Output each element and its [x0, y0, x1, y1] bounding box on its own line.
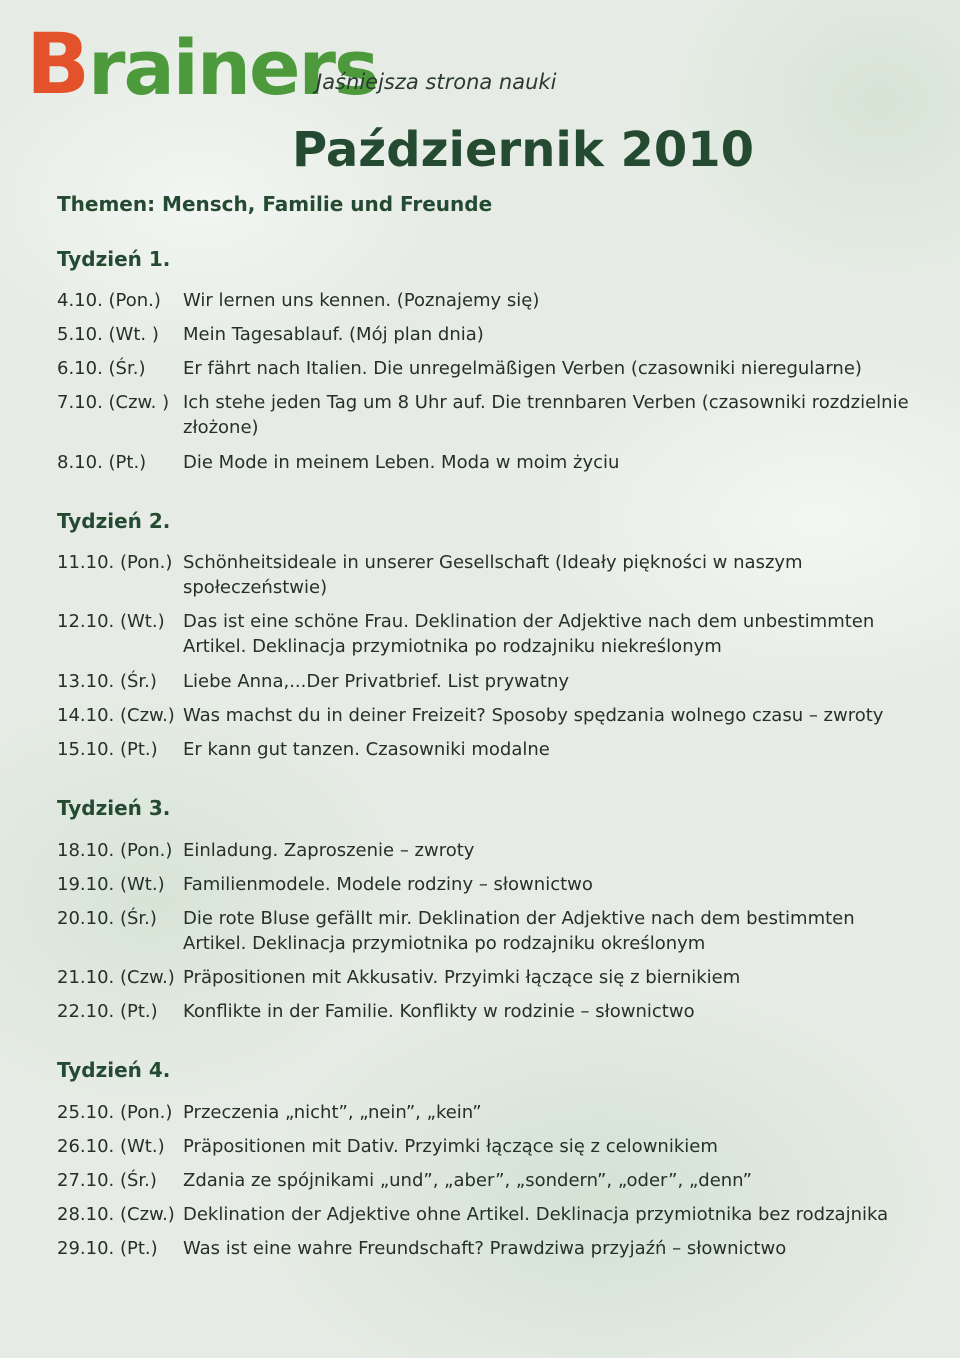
row-date: 28.10. (Czw.) — [57, 1204, 175, 1225]
row-topic: Deklination der Adjektive ohne Artikel. Deklinacja przymiotnika bez rodzajnika — [183, 1204, 889, 1225]
row-date: 11.10. (Pon.) — [57, 552, 173, 573]
theme-heading: Themen: Mensch, Familie und Freunde — [57, 192, 493, 216]
row-date: 12.10. (Wt.) — [57, 611, 165, 632]
row-topic: Er fährt nach Italien. Die unregelmäßigen Verben (czasowniki nieregularne) — [183, 358, 862, 379]
row-date: 6.10. (Śr.) — [57, 358, 146, 379]
row-topic: Wir lernen uns kennen. (Poznajemy się) — [183, 290, 540, 311]
row-topic: Er kann gut tanzen. Czasowniki modalne — [183, 739, 550, 760]
row-date: 19.10. (Wt.) — [57, 874, 165, 895]
row-topic: Mein Tagesablauf. (Mój plan dnia) — [183, 324, 484, 345]
row-date: 18.10. (Pon.) — [57, 840, 173, 861]
row-topic: Die Mode in meinem Leben. Moda w moim życiu — [183, 452, 620, 473]
logo-letters: rainers — [88, 23, 378, 112]
row-topic: Die rote Bluse gefällt mir. Deklination der Adjektive nach dem bestimmten Artikel. Deklinacja przymiotnika po rodzajniku określonym — [183, 908, 855, 954]
week-3-heading: Tydzień 3. — [57, 796, 171, 820]
logo-letter-b: B — [26, 15, 89, 113]
row-topic: Ich stehe jeden Tag um 8 Uhr auf. Die trennbaren Verben (czasowniki rozdzielnie złożone) — [183, 392, 909, 438]
row-date: 21.10. (Czw.) — [57, 967, 175, 988]
row-topic: Familienmodele. Modele rodziny – słownictwo — [183, 874, 593, 895]
row-topic: Was ist eine wahre Freundschaft? Prawdziwa przyjaźń – słownictwo — [183, 1238, 787, 1259]
row-date: 4.10. (Pon.) — [57, 290, 161, 311]
row-date: 29.10. (Pt.) — [57, 1238, 158, 1259]
row-topic: Schönheitsideale in unserer Gesellschaft (Ideały piękności w naszym społeczeństwie) — [183, 552, 803, 598]
row-date: 13.10. (Śr.) — [57, 671, 157, 692]
row-date: 5.10. (Wt. ) — [57, 324, 159, 345]
row-topic: Konflikte in der Familie. Konflikty w rodzinie – słownictwo — [183, 1001, 695, 1022]
row-date: 25.10. (Pon.) — [57, 1102, 173, 1123]
tagline: Jaśniejsza strona nauki — [316, 70, 557, 94]
row-topic: Einladung. Zaproszenie – zwroty — [183, 840, 475, 861]
row-topic: Präpositionen mit Akkusativ. Przyimki łączące się z biernikiem — [183, 967, 741, 988]
row-topic: Przeczenia „nicht”, „nein”, „kein” — [183, 1102, 482, 1123]
week-2-heading: Tydzień 2. — [57, 509, 171, 533]
row-date: 27.10. (Śr.) — [57, 1170, 157, 1191]
row-date: 20.10. (Śr.) — [57, 908, 157, 929]
page-title: Październik 2010 — [292, 122, 755, 178]
row-topic: Liebe Anna,...Der Privatbrief. List prywatny — [183, 671, 570, 692]
row-date: 7.10. (Czw. ) — [57, 392, 170, 413]
row-date: 22.10. (Pt.) — [57, 1001, 158, 1022]
row-date: 26.10. (Wt.) — [57, 1136, 165, 1157]
row-topic: Zdania ze spójnikami „und”, „aber”, „sondern”, „oder”, „denn” — [183, 1170, 752, 1191]
row-date: 8.10. (Pt.) — [57, 452, 147, 473]
row-topic: Das ist eine schöne Frau. Deklination der Adjektive nach dem unbestimmten Artikel. Deklinacja przymiotnika po rodzajniku niekreślonym — [183, 611, 875, 657]
row-date: 15.10. (Pt.) — [57, 739, 158, 760]
row-date: 14.10. (Czw.) — [57, 705, 175, 726]
week-1-heading: Tydzień 1. — [57, 247, 171, 271]
row-topic: Präpositionen mit Dativ. Przyimki łączące się z celownikiem — [183, 1136, 718, 1157]
week-4-heading: Tydzień 4. — [57, 1058, 171, 1082]
row-topic: Was machst du in deiner Freizeit? Sposoby spędzania wolnego czasu – zwroty — [183, 705, 884, 726]
